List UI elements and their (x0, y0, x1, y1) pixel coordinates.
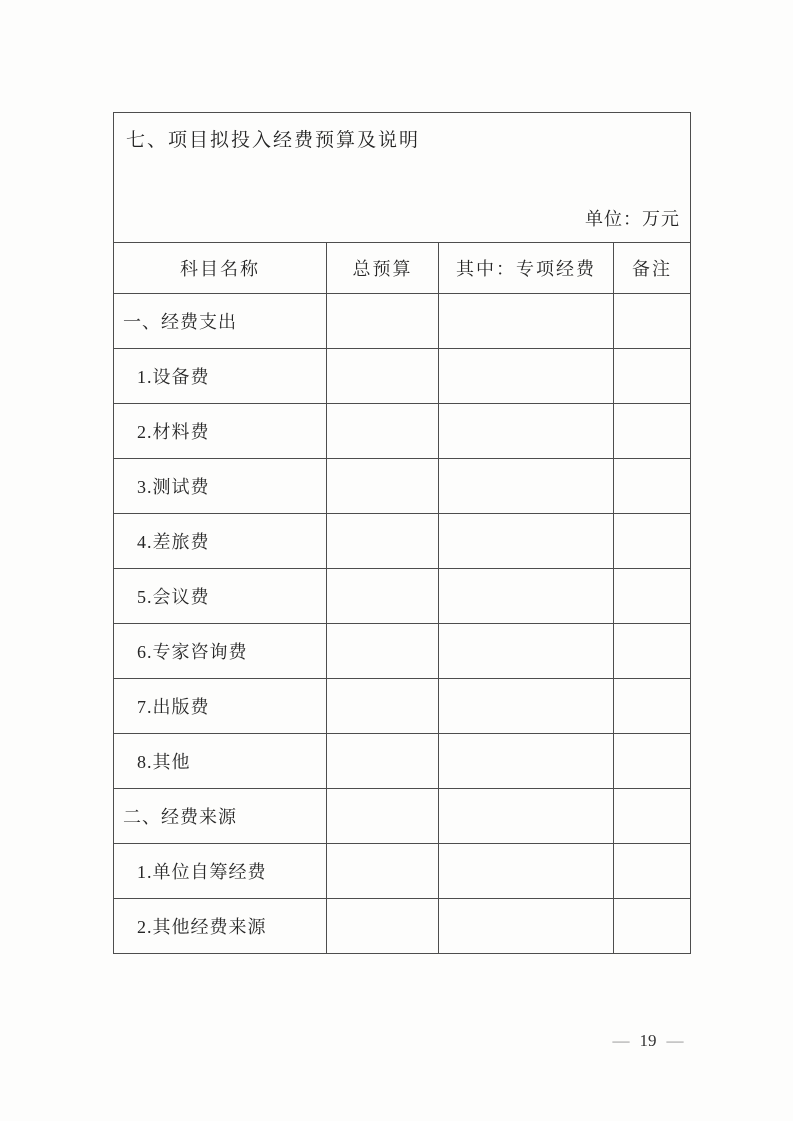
subject-cell: 4.差旅费 (114, 514, 327, 569)
table-row (114, 294, 691, 349)
total-budget-cell (327, 734, 439, 789)
note-cell (614, 294, 691, 349)
subject-cell: 一、经费支出 (114, 294, 327, 349)
page-number-dash-left: — (612, 1031, 630, 1050)
total-budget-cell (327, 624, 439, 679)
special-fund-cell (439, 404, 614, 459)
total-budget-cell (327, 844, 439, 899)
total-budget-cell (327, 514, 439, 569)
total-budget-cell (327, 294, 439, 349)
table-row (114, 789, 691, 844)
title-row (114, 113, 691, 243)
special-fund-cell (439, 294, 614, 349)
table-row (114, 624, 691, 679)
page-number (608, 1031, 688, 1051)
table-row (114, 844, 691, 899)
total-budget-cell (327, 899, 439, 954)
special-fund-cell (439, 569, 614, 624)
note-cell (614, 679, 691, 734)
note-cell (614, 624, 691, 679)
total-budget-cell (327, 349, 439, 404)
subject-cell: 二、经费来源 (114, 789, 327, 844)
subject-cell: 8.其他 (114, 734, 327, 789)
page-number-dash-right: — (666, 1031, 684, 1050)
note-cell (614, 514, 691, 569)
subject-cell: 2.材料费 (114, 404, 327, 459)
special-fund-cell (439, 734, 614, 789)
note-cell (614, 734, 691, 789)
subject-cell: 5.会议费 (114, 569, 327, 624)
subject-cell: 1.单位自筹经费 (114, 844, 327, 899)
column-header-special-fund: 其中：专项经费 (439, 243, 614, 294)
budget-table (113, 112, 691, 954)
budget-form (113, 112, 691, 954)
total-budget-cell (327, 404, 439, 459)
unit-label: 单位：万元 (585, 209, 681, 229)
special-fund-cell (439, 679, 614, 734)
subject-cell: 1.设备费 (114, 349, 327, 404)
total-budget-cell (327, 569, 439, 624)
column-header-note: 备注 (614, 243, 691, 294)
note-cell (614, 789, 691, 844)
special-fund-cell (439, 349, 614, 404)
special-fund-cell (439, 514, 614, 569)
subject-cell: 6.专家咨询费 (114, 624, 327, 679)
special-fund-cell (439, 789, 614, 844)
special-fund-cell (439, 624, 614, 679)
page-title: 七、项目拟投入经费预算及说明 (126, 130, 421, 151)
column-header-total-budget: 总预算 (327, 243, 439, 294)
total-budget-cell (327, 459, 439, 514)
special-fund-cell (439, 899, 614, 954)
table-row (114, 899, 691, 954)
total-budget-cell (327, 679, 439, 734)
table-row (114, 514, 691, 569)
total-budget-cell (327, 789, 439, 844)
header-row (114, 243, 691, 294)
note-cell (614, 459, 691, 514)
subject-cell: 2.其他经费来源 (114, 899, 327, 954)
page-number-value: 19 (639, 1031, 657, 1050)
title-cell (114, 113, 691, 243)
table-row (114, 734, 691, 789)
table-row (114, 349, 691, 404)
special-fund-cell (439, 459, 614, 514)
special-fund-cell (439, 844, 614, 899)
note-cell (614, 349, 691, 404)
table-row (114, 404, 691, 459)
note-cell (614, 844, 691, 899)
subject-cell: 3.测试费 (114, 459, 327, 514)
note-cell (614, 404, 691, 459)
note-cell (614, 569, 691, 624)
table-row (114, 459, 691, 514)
column-header-subject: 科目名称 (114, 243, 327, 294)
table-row (114, 569, 691, 624)
note-cell (614, 899, 691, 954)
table-row (114, 679, 691, 734)
subject-cell: 7.出版费 (114, 679, 327, 734)
